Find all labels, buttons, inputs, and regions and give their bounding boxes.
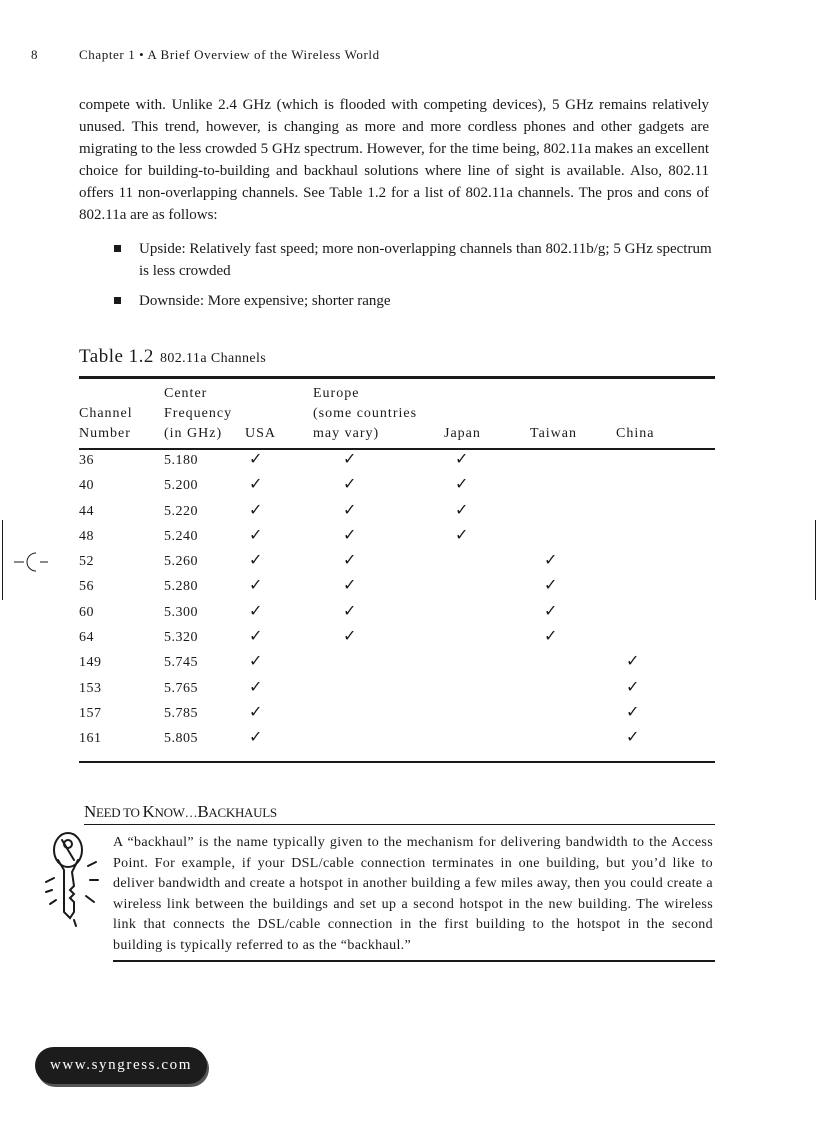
checkmark-icon: ✓	[544, 550, 558, 570]
cell-frequency: 5.805	[164, 731, 198, 747]
left-margin-mark	[2, 520, 3, 600]
checkmark-icon: ✓	[626, 651, 640, 671]
cell-channel: 161	[79, 731, 102, 747]
bullet-downside: Downside: More expensive; shorter range	[139, 293, 391, 309]
cell-channel: 157	[79, 705, 102, 721]
running-head	[0, 47, 816, 65]
registration-mark-icon	[14, 549, 50, 575]
bullet-upside: Upside: Relatively fast speed; more non-overlapping channels than 802.11b/g; 5 GHz spectrum is less crowded	[139, 241, 712, 279]
list-item	[79, 238, 713, 282]
checkmark-icon: ✓	[249, 676, 263, 696]
checkmark-icon: ✓	[544, 575, 558, 595]
checkmark-icon: ✓	[455, 474, 469, 494]
cell-frequency: 5.300	[164, 604, 198, 620]
checkmark-icon: ✓	[249, 651, 263, 671]
title-cap-k: K	[142, 802, 155, 821]
table-row	[79, 627, 715, 652]
footer-url: www.syngress.com	[49, 1057, 193, 1073]
checkmark-icon: ✓	[343, 474, 357, 494]
table-row	[79, 475, 715, 500]
header-channel-number: Channel Number	[79, 406, 133, 441]
title-rest-b: ACKHAULS	[208, 805, 277, 820]
checkmark-icon: ✓	[249, 524, 263, 544]
cell-channel: 60	[79, 604, 94, 620]
key-icon	[40, 830, 106, 930]
square-bullet-icon	[114, 297, 121, 304]
checkmark-icon: ✓	[343, 600, 357, 620]
title-rest-k: NOW…	[154, 805, 198, 820]
title-cap-b: B	[197, 802, 209, 821]
cell-frequency: 5.785	[164, 705, 198, 721]
checkmark-icon: ✓	[626, 701, 640, 721]
checkmark-icon: ✓	[544, 600, 558, 620]
header-center-frequency: Center Frequency (in GHz)	[164, 386, 233, 441]
header-taiwan: Taiwan	[530, 426, 578, 441]
table-number: Table 1.2	[79, 346, 154, 367]
table-top-rule	[79, 376, 715, 379]
cell-frequency: 5.745	[164, 655, 198, 671]
checkmark-icon: ✓	[249, 727, 263, 747]
checkmark-icon: ✓	[455, 524, 469, 544]
table-row	[79, 526, 715, 551]
cell-channel: 153	[79, 680, 102, 696]
checkmark-icon: ✓	[249, 701, 263, 721]
table-row	[79, 678, 715, 703]
checkmark-icon: ✓	[249, 575, 263, 595]
cell-frequency: 5.200	[164, 478, 198, 494]
header-japan: Japan	[444, 426, 481, 441]
cell-frequency: 5.765	[164, 680, 198, 696]
cell-channel: 36	[79, 453, 94, 468]
table-row	[79, 501, 715, 526]
title-cap-n: N	[84, 802, 96, 821]
table-caption	[79, 346, 266, 368]
need-to-know-bottom-rule	[113, 960, 715, 962]
title-rest-n: EED TO	[95, 805, 143, 820]
cell-frequency: 5.260	[164, 554, 198, 570]
header-usa: USA	[245, 426, 277, 441]
need-to-know-title	[84, 802, 277, 822]
table-row	[79, 576, 715, 601]
cell-channel: 44	[79, 503, 94, 519]
cell-channel: 149	[79, 655, 102, 671]
table-row	[79, 728, 715, 753]
need-to-know-top-rule	[84, 824, 715, 825]
checkmark-icon: ✓	[343, 499, 357, 519]
table-body	[79, 450, 715, 754]
checkmark-icon: ✓	[343, 550, 357, 570]
checkmark-icon: ✓	[249, 600, 263, 620]
need-to-know-text: A “backhaul” is the name typically given to the mechanism for delivering bandwidth to the Access Point. For example, if your DSL/cable connection terminates in one building, but you’d like to deliver bandwidth and create a hotspot in another building a few miles away, then you could create a wireless link between the buildings and set up a second hotspot in the new building. The wireless link that connects the DSL/cable connection in the first building to the hotspot in the second building is typically referred to as the “backhaul.”	[113, 835, 713, 953]
checkmark-icon: ✓	[249, 449, 263, 468]
header-europe: Europe (some countries may vary)	[313, 386, 418, 441]
checkmark-icon: ✓	[626, 676, 640, 696]
cell-frequency: 5.240	[164, 528, 198, 544]
checkmark-icon: ✓	[544, 626, 558, 646]
cell-frequency: 5.320	[164, 630, 198, 646]
checkmark-icon: ✓	[249, 499, 263, 519]
table-row	[79, 652, 715, 677]
checkmark-icon: ✓	[343, 575, 357, 595]
table-row	[79, 602, 715, 627]
checkmark-icon: ✓	[249, 550, 263, 570]
cell-channel: 40	[79, 478, 94, 494]
table-title: 802.11a Channels	[159, 351, 267, 366]
checkmark-icon: ✓	[343, 524, 357, 544]
cell-channel: 56	[79, 579, 94, 595]
table-row	[79, 450, 715, 475]
cell-frequency: 5.180	[164, 453, 198, 468]
page-number: 8	[31, 47, 39, 62]
cell-frequency: 5.220	[164, 503, 198, 519]
checkmark-icon: ✓	[343, 449, 357, 468]
cell-channel: 64	[79, 630, 94, 646]
checkmark-icon: ✓	[455, 499, 469, 519]
header-china: China	[616, 426, 655, 441]
table-row	[79, 551, 715, 576]
checkmark-icon: ✓	[455, 449, 469, 468]
checkmark-icon: ✓	[343, 626, 357, 646]
table-bottom-rule	[79, 761, 715, 763]
cell-frequency: 5.280	[164, 579, 198, 595]
checkmark-icon: ✓	[249, 626, 263, 646]
checkmark-icon: ✓	[249, 474, 263, 494]
table-row	[79, 703, 715, 728]
list-item	[79, 290, 713, 312]
body-paragraph: compete with. Unlike 2.4 GHz (which is flooded with competing devices), 5 GHz remains relatively unused. This trend, however, is changing as more and more cordless phones and other gadgets are migrating to the less crowded 5 GHz spectrum. However, for the time being, 802.11a makes an excellent choice for building-to-building and backhaul solutions where line of sight is available. Also, 802.11 offers 11 non-overlapping channels. See Table 1.2 for a list of 802.11a channels. The pros and cons of 802.11a are as follows:	[79, 97, 709, 223]
footer-url-badge	[35, 1047, 207, 1084]
square-bullet-icon	[114, 245, 121, 252]
checkmark-icon: ✓	[626, 727, 640, 747]
cell-channel: 52	[79, 554, 94, 570]
cell-channel: 48	[79, 528, 94, 544]
pros-cons-list	[79, 238, 713, 320]
chapter-title: Chapter 1 • A Brief Overview of the Wireless World	[79, 47, 380, 62]
